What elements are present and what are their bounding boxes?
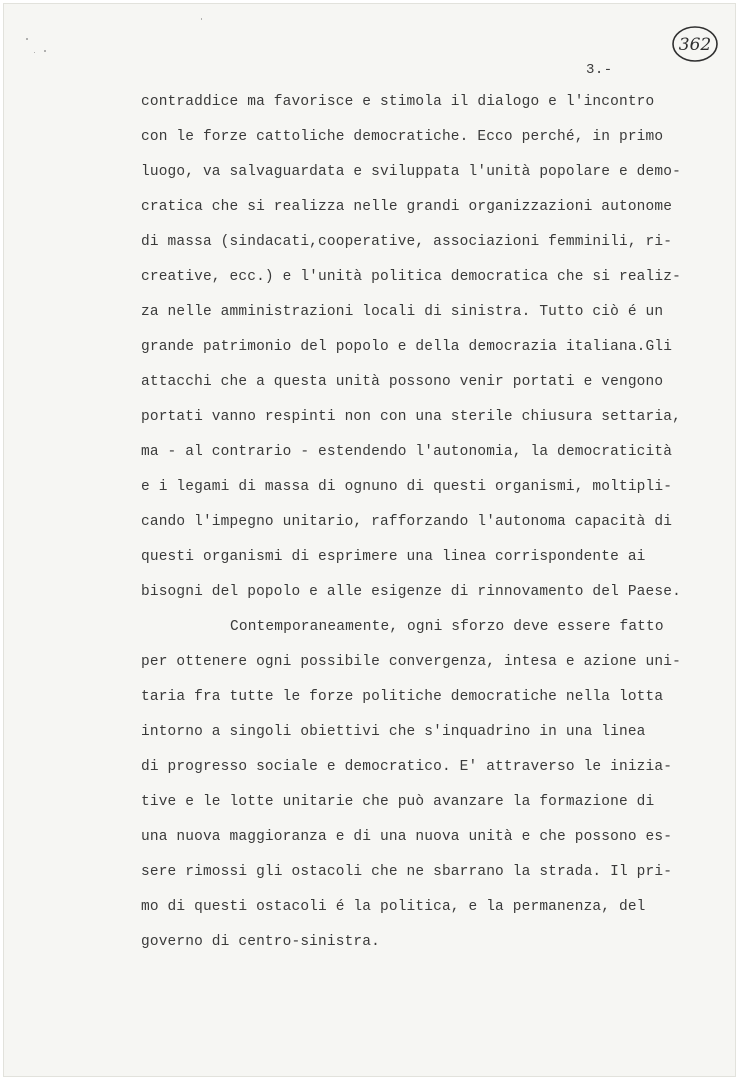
handwritten-circle-icon xyxy=(670,24,720,64)
archive-number: 362 xyxy=(678,35,712,55)
text-line: questi organismi di esprimere una linea corrispondente ai xyxy=(141,549,646,565)
text-line: creative, ecc.) e l'unità politica democratica che si realiz- xyxy=(141,269,681,285)
scan-speck xyxy=(34,52,35,53)
text-line: una nuova maggioranza e di una nuova unità e che possono es- xyxy=(141,829,673,845)
text-line: di massa (sindacati,cooperative, associazioni femminili, ri- xyxy=(141,234,673,250)
document-page xyxy=(3,3,736,1077)
text-line: cratica che si realizza nelle grandi organizzazioni autonome xyxy=(141,199,673,215)
text-line: cando l'impegno unitario, rafforzando l'autonoma capacità di xyxy=(141,514,673,530)
text-line: tive e le lotte unitarie che può avanzare la formazione di xyxy=(141,794,655,810)
scan-speck xyxy=(201,18,202,20)
text-line: sere rimossi gli ostacoli che ne sbarrano la strada. Il pri- xyxy=(141,864,673,880)
scan-speck xyxy=(26,38,28,40)
text-line: intorno a singoli obiettivi che s'inquadrino in una linea xyxy=(141,724,646,740)
text-line: e i legami di massa di ognuno di questi organismi, moltipli- xyxy=(141,479,673,495)
text-line: per ottenere ogni possibile convergenza, intesa e azione uni- xyxy=(141,654,681,670)
text-line: contraddice ma favorisce e stimola il dialogo e l'incontro xyxy=(141,94,655,110)
text-line: luogo, va salvaguardata e sviluppata l'unità popolare e demo- xyxy=(141,164,681,180)
text-line: di progresso sociale e democratico. E' attraverso le inizia- xyxy=(141,759,673,775)
text-line: taria fra tutte le forze politiche democratiche nella lotta xyxy=(141,689,664,705)
archive-stamp xyxy=(670,24,720,64)
scan-speck xyxy=(44,50,46,52)
text-line: grande patrimonio del popolo e della democrazia italiana.Gli xyxy=(141,339,673,355)
text-line: con le forze cattoliche democratiche. Ecco perché, in primo xyxy=(141,129,664,145)
text-line: ma - al contrario - estendendo l'autonomia, la democraticità xyxy=(141,444,673,460)
text-line: bisogni del popolo e alle esigenze di rinnovamento del Paese. xyxy=(141,584,681,600)
text-line: attacchi che a questa unità possono venir portati e vengono xyxy=(141,374,664,390)
text-line: za nelle amministrazioni locali di sinistra. Tutto ciò é un xyxy=(141,304,664,320)
page-number: 3.- xyxy=(586,62,613,78)
text-line: portati vanno respinti non con una sterile chiusura settaria, xyxy=(141,409,681,425)
text-line: mo di questi ostacoli é la politica, e la permanenza, del xyxy=(141,899,646,915)
text-line-indented: Contemporaneamente, ogni sforzo deve essere fatto xyxy=(230,619,664,635)
text-line: governo di centro-sinistra. xyxy=(141,934,380,950)
